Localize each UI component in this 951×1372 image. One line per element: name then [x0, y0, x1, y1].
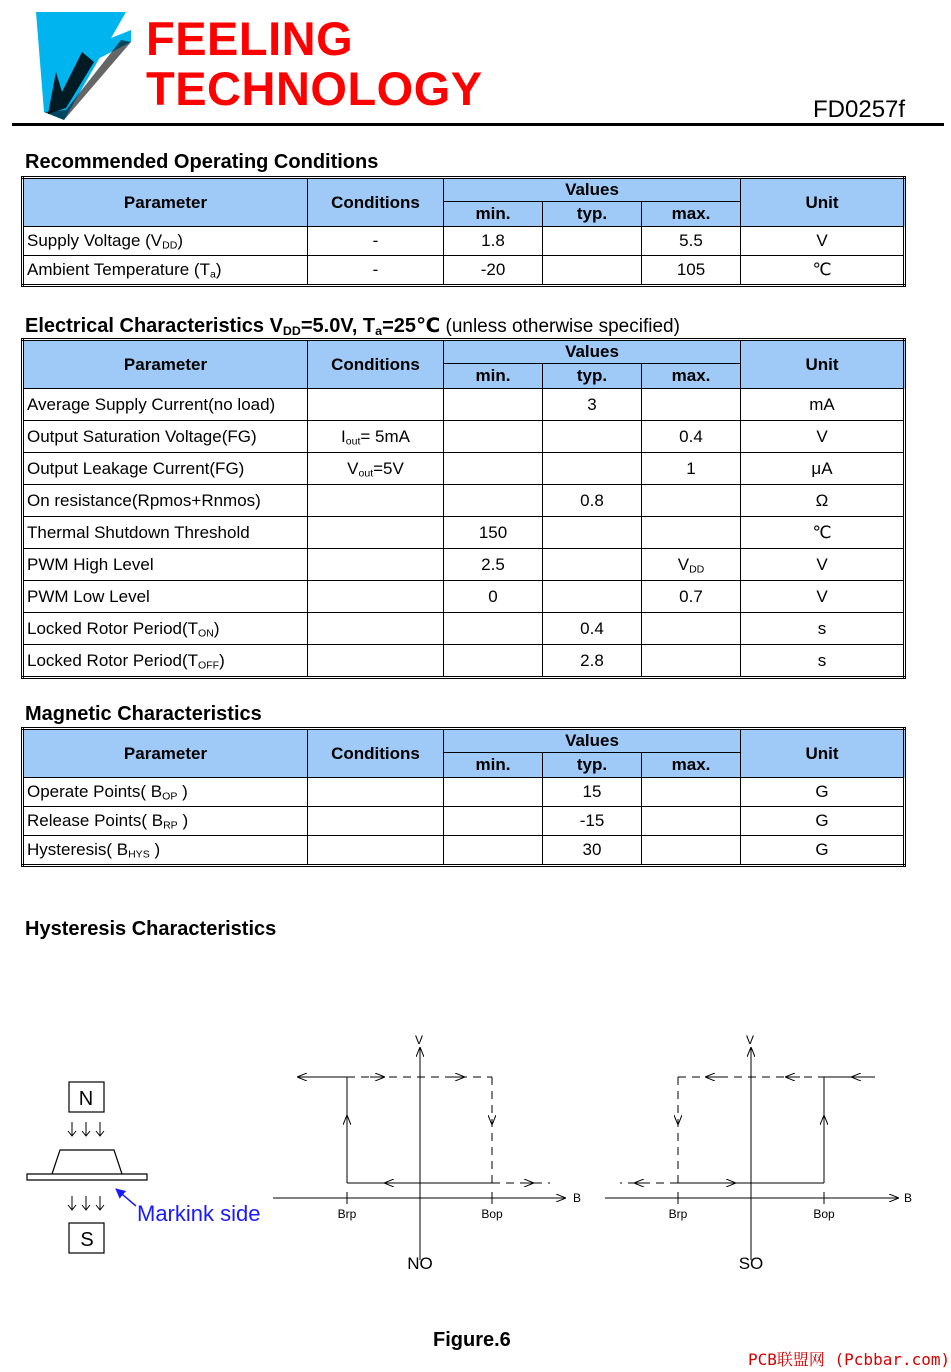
cell-unit	[741, 807, 905, 836]
cell-min	[444, 485, 543, 517]
b-axis-label: B	[904, 1191, 913, 1205]
chip-leadframe	[27, 1174, 147, 1180]
cell-parameter	[23, 613, 308, 645]
cell-parameter-text: )	[177, 231, 184, 250]
cell-parameter-text: PWM High Level	[27, 554, 154, 574]
cell-conditions	[308, 807, 444, 836]
cell-max-subscript: DD	[689, 563, 705, 576]
cell-conditions	[308, 421, 444, 453]
cell-conditions-text: -	[372, 260, 379, 279]
brand-name	[146, 14, 483, 114]
cell-parameter-text: Release Points( B	[27, 811, 164, 830]
cell-parameter	[23, 421, 308, 453]
cell-max-text: 1	[686, 458, 696, 478]
col-max: max.	[642, 364, 741, 389]
header-divider	[12, 123, 944, 126]
cell-parameter-text: )	[149, 840, 161, 859]
cell-parameter-subscript: DD	[162, 239, 178, 252]
graph-no	[273, 1033, 581, 1273]
cell-conditions	[308, 836, 444, 866]
cell-unit	[741, 256, 905, 286]
north-label: N	[78, 1088, 94, 1110]
cell-conditions	[308, 453, 444, 485]
section-title-magnetic: Magnetic Characteristics	[25, 703, 262, 725]
magnet-illustration	[27, 1082, 260, 1253]
col-parameter: Parameter	[23, 729, 308, 778]
cell-max	[642, 836, 741, 866]
cell-conditions	[308, 613, 444, 645]
title-part: =5.0V, T	[300, 315, 376, 337]
cell-unit	[741, 581, 905, 613]
cell-typ-text: 3	[587, 394, 597, 414]
cell-max-text: V	[677, 554, 690, 574]
no-caption: NO	[407, 1254, 433, 1273]
v-axis-label: V	[414, 1033, 424, 1047]
cell-parameter-text: Locked Rotor Period(T	[27, 650, 199, 670]
cell-unit-text: V	[816, 586, 828, 606]
cell-typ-text: 0.8	[580, 490, 604, 510]
cell-typ	[543, 256, 642, 286]
cell-min	[444, 389, 543, 421]
col-max: max.	[642, 202, 741, 227]
col-values: Values	[444, 340, 741, 364]
bop-label: Bop	[813, 1207, 835, 1221]
cell-parameter-text: Locked Rotor Period(T	[27, 618, 199, 638]
cell-max-text: 0.4	[679, 426, 703, 446]
cell-typ-text: 15	[582, 782, 602, 801]
cell-typ-text: 2.8	[580, 650, 604, 670]
cell-max-text: 105	[676, 260, 706, 279]
title-note: (unless otherwise specified)	[440, 316, 680, 337]
marking-side-pointer-icon	[116, 1189, 136, 1206]
title-part: =25℃	[382, 315, 441, 337]
cell-conditions	[308, 227, 444, 256]
cell-unit-text: μA	[811, 458, 833, 478]
col-values: Values	[444, 178, 741, 202]
cell-min	[444, 645, 543, 678]
figure-caption: Figure.6	[433, 1329, 511, 1351]
cell-conditions	[308, 645, 444, 678]
cell-unit-text: ℃	[812, 522, 832, 542]
cell-parameter-text: )	[215, 260, 222, 279]
cell-conditions	[308, 778, 444, 807]
cell-max	[642, 517, 741, 549]
cell-typ	[543, 836, 642, 866]
cell-parameter	[23, 581, 308, 613]
cell-min-text: 150	[478, 522, 508, 542]
cell-parameter-subscript: RP	[163, 819, 178, 832]
cell-min-text: 0	[488, 586, 498, 606]
cell-max	[642, 389, 741, 421]
table-row	[23, 227, 905, 256]
cell-unit	[741, 453, 905, 485]
col-min: min.	[444, 364, 543, 389]
cell-min-text: 2.5	[481, 554, 505, 574]
cell-parameter	[23, 807, 308, 836]
cell-min	[444, 549, 543, 581]
cell-conditions-text: V	[347, 458, 359, 478]
cell-parameter-text: Output Leakage Current(FG)	[27, 458, 245, 478]
cell-min	[444, 227, 543, 256]
table-row	[23, 517, 905, 549]
electrical-characteristics-table	[21, 338, 906, 679]
cell-conditions	[308, 581, 444, 613]
cell-parameter-text: Ambient Temperature (T	[27, 260, 210, 279]
cell-conditions-text: =5V	[373, 458, 404, 478]
cell-conditions-text: I	[341, 426, 346, 446]
cell-conditions	[308, 549, 444, 581]
cell-parameter-text: Output Saturation Voltage(FG)	[27, 426, 257, 446]
title-part: Electrical Characteristics V	[25, 315, 283, 337]
table-row	[23, 645, 905, 678]
col-min: min.	[444, 753, 543, 778]
cell-min	[444, 778, 543, 807]
cell-typ	[543, 421, 642, 453]
cell-min-text: 1.8	[481, 231, 505, 250]
cell-unit-text: V	[816, 554, 828, 574]
table-row	[23, 453, 905, 485]
b-axis-label: B	[573, 1191, 582, 1205]
cell-max-text: 5.5	[679, 231, 703, 250]
cell-parameter	[23, 778, 308, 807]
cell-parameter-text: )	[219, 650, 225, 670]
cell-parameter	[23, 389, 308, 421]
cell-parameter-subscript: a	[209, 268, 216, 281]
cell-conditions-subscript: out	[345, 435, 361, 448]
cell-max	[642, 227, 741, 256]
cell-unit	[741, 517, 905, 549]
cell-typ	[543, 645, 642, 678]
cell-parameter	[23, 549, 308, 581]
cell-typ	[543, 549, 642, 581]
cell-max	[642, 778, 741, 807]
cell-unit-text: G	[815, 782, 829, 801]
table-row	[23, 421, 905, 453]
section-title-hysteresis: Hysteresis Characteristics	[25, 918, 277, 940]
cell-unit-text: G	[815, 840, 829, 859]
cell-unit	[741, 421, 905, 453]
cell-typ	[543, 389, 642, 421]
cell-min	[444, 807, 543, 836]
col-typ: typ.	[543, 202, 642, 227]
cell-unit	[741, 389, 905, 421]
recommended-conditions-table	[21, 176, 906, 287]
title-subscript: DD	[282, 324, 301, 339]
cell-min	[444, 453, 543, 485]
cell-parameter-text: Operate Points( B	[27, 782, 163, 801]
cell-typ-text: -15	[579, 811, 605, 830]
hysteresis-figure	[0, 1020, 951, 1280]
col-unit: Unit	[741, 729, 905, 778]
cell-parameter-subscript: OFF	[198, 659, 220, 672]
col-unit: Unit	[741, 178, 905, 227]
cell-parameter-subscript: OP	[162, 790, 178, 803]
col-conditions: Conditions	[308, 729, 444, 778]
col-parameter: Parameter	[23, 178, 308, 227]
cell-min	[444, 517, 543, 549]
cell-conditions	[308, 389, 444, 421]
marking-side-label: Markink side	[137, 1201, 261, 1226]
cell-max	[642, 549, 741, 581]
cell-min	[444, 256, 543, 286]
section-title-recommended: Recommended Operating Conditions	[25, 151, 379, 173]
cell-conditions	[308, 256, 444, 286]
col-values: Values	[444, 729, 741, 753]
cell-parameter-text: Supply Voltage (V	[27, 231, 163, 250]
cell-typ	[543, 517, 642, 549]
cell-max	[642, 485, 741, 517]
cell-parameter-text: Hysteresis( B	[27, 840, 129, 859]
cell-parameter-subscript: ON	[198, 627, 214, 640]
cell-parameter-text: PWM Low Level	[27, 586, 150, 606]
table-row	[23, 836, 905, 866]
cell-parameter	[23, 485, 308, 517]
col-conditions: Conditions	[308, 178, 444, 227]
cell-parameter-text: On resistance(Rpmos+Rnmos)	[27, 490, 261, 510]
cell-max	[642, 581, 741, 613]
cell-max	[642, 256, 741, 286]
cell-typ	[543, 453, 642, 485]
cell-max	[642, 807, 741, 836]
cell-max	[642, 645, 741, 678]
cell-unit	[741, 645, 905, 678]
col-conditions: Conditions	[308, 340, 444, 389]
cell-parameter	[23, 227, 308, 256]
field-arrows-bottom-icon	[68, 1196, 104, 1210]
cell-typ	[543, 807, 642, 836]
cell-unit	[741, 485, 905, 517]
cell-unit	[741, 613, 905, 645]
document-id: FD0257f	[813, 96, 906, 123]
bop-label: Bop	[481, 1207, 503, 1221]
cell-max-text: 0.7	[679, 586, 703, 606]
cell-typ-text: 0.4	[580, 618, 604, 638]
cell-max	[642, 453, 741, 485]
cell-unit-text: G	[815, 811, 829, 830]
cell-conditions-text: -	[372, 231, 379, 250]
cell-unit-text: V	[816, 426, 828, 446]
cell-unit-text: ℃	[812, 260, 832, 279]
cell-max	[642, 613, 741, 645]
cell-conditions	[308, 485, 444, 517]
watermark: PCB联盟网 (Pcbbar.com)	[748, 1350, 951, 1369]
cell-unit-text: s	[817, 650, 827, 670]
cell-parameter-text: )	[177, 782, 188, 801]
table-row	[23, 613, 905, 645]
cell-parameter	[23, 517, 308, 549]
cell-unit-text: V	[816, 231, 828, 250]
cell-typ	[543, 581, 642, 613]
cell-unit	[741, 227, 905, 256]
cell-parameter-text: )	[177, 811, 189, 830]
table-row	[23, 581, 905, 613]
cell-typ-text: 30	[582, 840, 602, 859]
col-typ: typ.	[543, 753, 642, 778]
cell-unit	[741, 549, 905, 581]
cell-min-text: -20	[480, 260, 506, 279]
cell-min	[444, 421, 543, 453]
table-row	[23, 485, 905, 517]
cell-parameter-text: Thermal Shutdown Threshold	[27, 522, 250, 542]
v-axis-label: V	[745, 1033, 755, 1047]
col-min: min.	[444, 202, 543, 227]
cell-unit	[741, 778, 905, 807]
cell-parameter	[23, 645, 308, 678]
cell-min	[444, 613, 543, 645]
cell-unit-text: mA	[809, 394, 835, 414]
magnetic-characteristics-table	[21, 727, 906, 867]
brp-label: Brp	[668, 1207, 688, 1221]
graph-so	[605, 1033, 912, 1273]
section-title-electrical	[25, 313, 680, 338]
cell-parameter-text: Average Supply Current(no load)	[27, 394, 276, 414]
cell-parameter-subscript: HYS	[128, 848, 150, 861]
cell-conditions-subscript: out	[358, 467, 374, 480]
col-parameter: Parameter	[23, 340, 308, 389]
so-caption: SO	[738, 1254, 764, 1273]
cell-typ	[543, 613, 642, 645]
cell-parameter	[23, 453, 308, 485]
col-max: max.	[642, 753, 741, 778]
cell-parameter	[23, 836, 308, 866]
cell-unit-text: Ω	[815, 490, 829, 510]
table-row	[23, 549, 905, 581]
brand-line-1: FEELING	[146, 12, 354, 65]
cell-parameter-text: )	[213, 618, 220, 638]
cell-typ	[543, 485, 642, 517]
col-typ: typ.	[543, 364, 642, 389]
cell-typ	[543, 227, 642, 256]
table-row	[23, 256, 905, 286]
cell-parameter	[23, 256, 308, 286]
brand-line-2: TECHNOLOGY	[146, 62, 483, 115]
col-unit: Unit	[741, 340, 905, 389]
table-row	[23, 389, 905, 421]
table-row	[23, 807, 905, 836]
chip-body	[52, 1150, 122, 1174]
field-arrows-top-icon	[68, 1122, 104, 1136]
cell-unit	[741, 836, 905, 866]
company-logo-icon	[36, 12, 131, 120]
cell-min	[444, 581, 543, 613]
title-subscript: a	[375, 324, 383, 339]
cell-min	[444, 836, 543, 866]
brp-label: Brp	[337, 1207, 357, 1221]
cell-conditions	[308, 517, 444, 549]
table-row	[23, 778, 905, 807]
cell-max	[642, 421, 741, 453]
south-label: S	[80, 1229, 94, 1251]
cell-typ	[543, 778, 642, 807]
cell-conditions-text: = 5mA	[360, 426, 410, 446]
cell-unit-text: s	[817, 618, 827, 638]
